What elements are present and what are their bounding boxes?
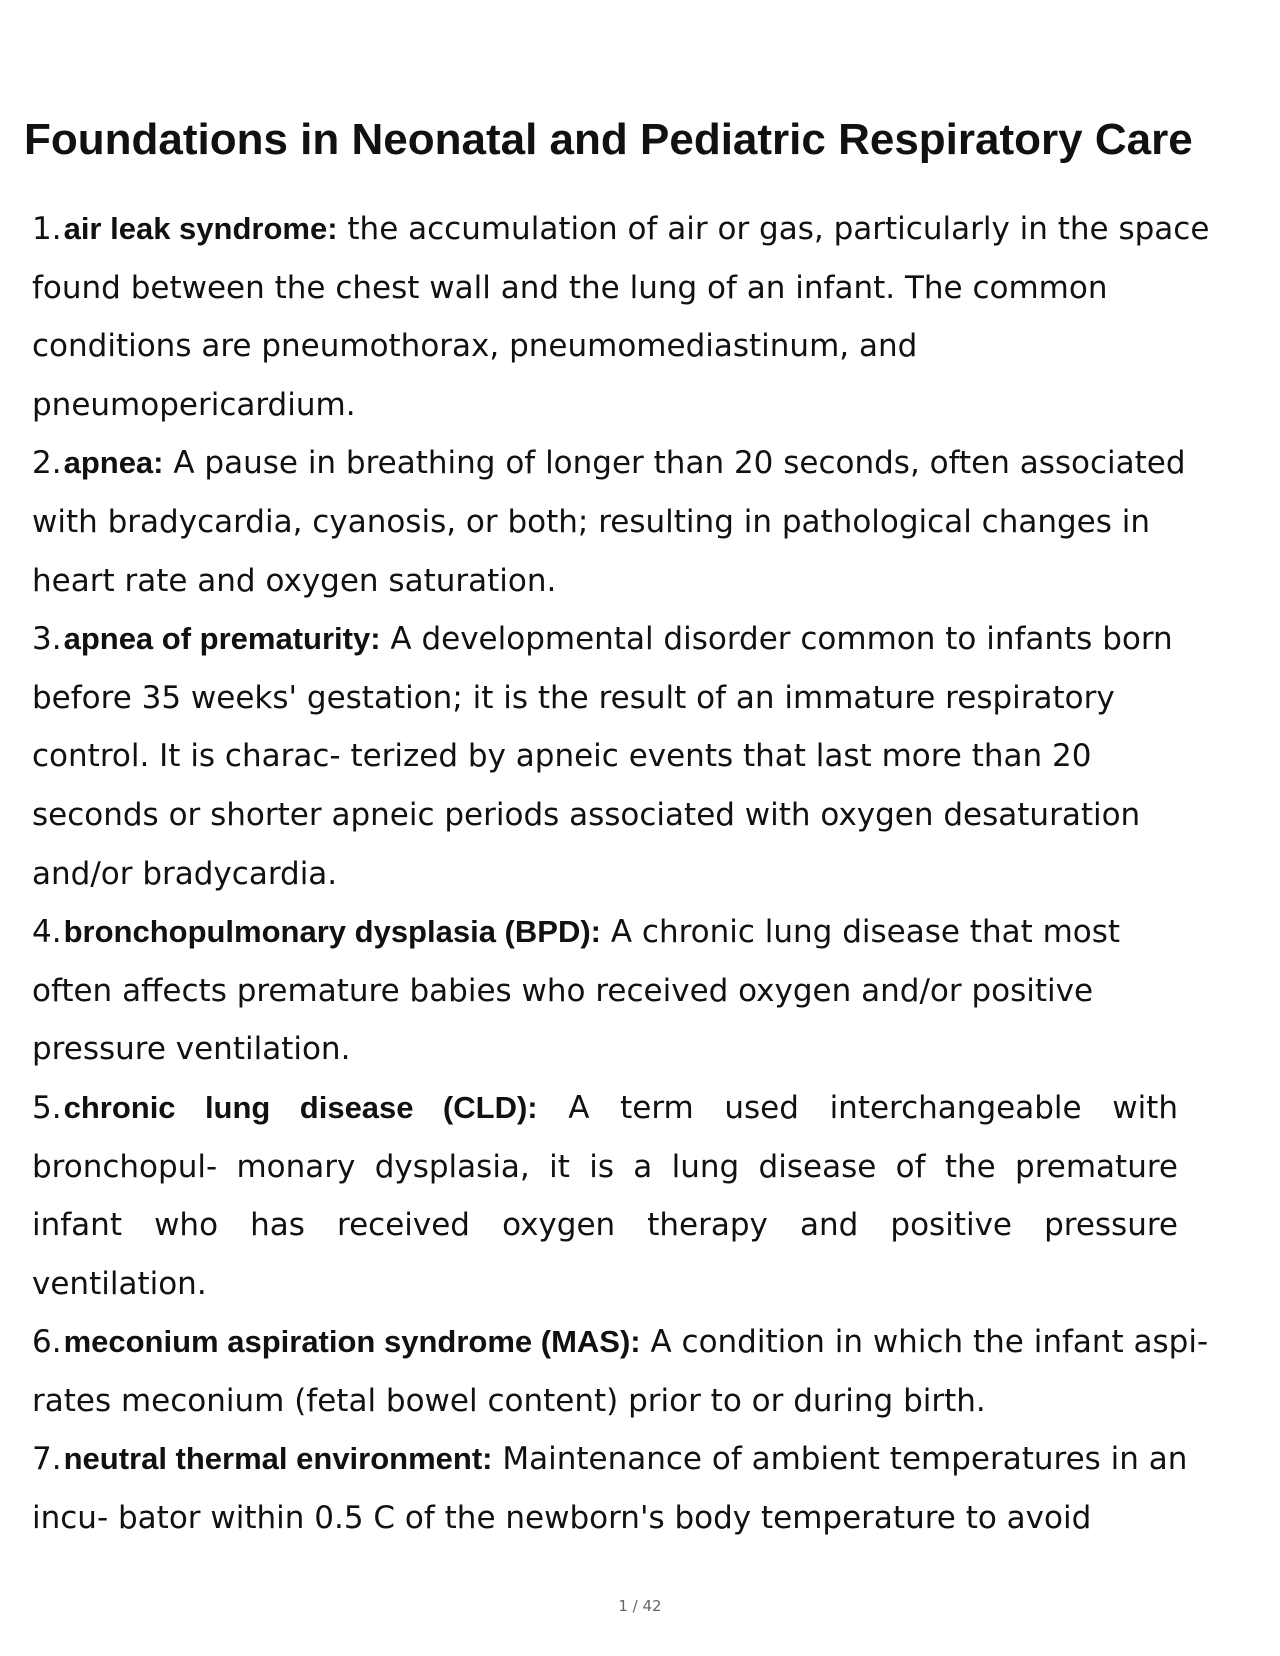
glossary-list <box>32 200 1210 1548</box>
glossary-definition: A developmental disorder common to infants born before 35 weeks' gestation; it is the result of an immature respiratory control. It is charac- terized by apneic events that last more than 20 seconds or shorter apneic periods associated with oxygen desaturation and/or bradycardia. <box>32 621 1173 892</box>
item-number: 1. <box>32 211 62 247</box>
item-number: 6. <box>32 1324 62 1361</box>
glossary-item <box>32 1079 1210 1313</box>
glossary-item <box>32 1313 1210 1430</box>
page-indicator: 1 / 42 <box>618 1597 662 1615</box>
glossary-item <box>32 434 1210 610</box>
glossary-definition: A pause in breathing of longer than 20 seconds, often associated with bradycardia, cyanosis, or both; resulting in pathological changes in heart rate and oxygen saturation. <box>32 445 1186 599</box>
glossary-term: bronchopulmonary dysplasia (BPD): <box>63 914 601 950</box>
glossary-item <box>32 903 1210 1079</box>
glossary-term: chronic lung disease (CLD): <box>63 1089 538 1125</box>
glossary-term: apnea: <box>63 445 164 481</box>
item-number: 2. <box>32 445 62 482</box>
glossary-definition: the accumulation of air or gas, particularly in the space found between the chest wall and the lung of an infant. The common conditions are pneumothorax, pneumomediastinum, and pneumopericardium. <box>32 211 1210 423</box>
item-number: 3. <box>32 621 62 658</box>
item-number: 5. <box>32 1089 62 1126</box>
glossary-item <box>32 200 1210 434</box>
glossary-item <box>32 610 1210 903</box>
glossary-item <box>32 1430 1210 1547</box>
glossary-term: air leak syndrome: <box>63 211 338 246</box>
glossary-definition: A condition in which the infant aspi- rates meconium (fetal bowel content) prior to or during birth. <box>32 1324 1209 1419</box>
item-number: 7. <box>32 1441 62 1478</box>
glossary-definition: A term used interchangeable with bronchopul- monary dysplasia, it is a lung disease of the premature infant who has received oxygen therapy and positive pressure ventilation. <box>32 1089 1178 1302</box>
glossary-term: meconium aspiration syndrome (MAS): <box>63 1324 641 1360</box>
glossary-definition: A chronic lung disease that most often affects premature babies who received oxygen and/or positive pressure ventilation. <box>32 914 1121 1068</box>
glossary-definition: Maintenance of ambient temperatures in an incu- bator within 0.5 C of the newborn's body temperature to avoid <box>32 1441 1188 1537</box>
glossary-term: neutral thermal environment: <box>63 1441 493 1477</box>
item-number: 4. <box>32 914 62 951</box>
page-title: Foundations in Neonatal and Pediatric Respiratory Care <box>24 115 1193 164</box>
glossary-term: apnea of prematurity: <box>63 621 381 657</box>
